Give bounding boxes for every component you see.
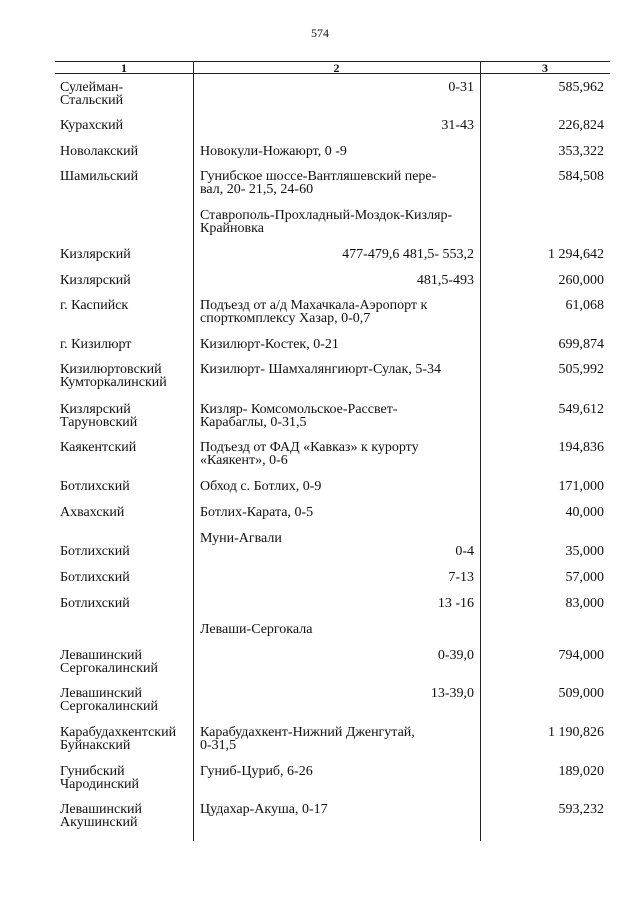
road-cell: Гуниб-Цуриб, 6-26: [200, 764, 313, 779]
road-cell: Подъезд от ФАД «Кавказ» к курорту «Каякент», 0-6: [200, 440, 419, 468]
road-cell: Новокули-Ножаюрт, 0 -9: [200, 144, 347, 159]
value-cell: 593,232: [558, 802, 604, 817]
road-range-cell: 0-4: [455, 544, 474, 559]
value-cell: 1 294,642: [548, 247, 604, 262]
value-cell: 549,612: [558, 402, 604, 417]
district-cell: Ботлихский: [60, 479, 130, 494]
district-cell: г. Каспийск: [60, 298, 129, 313]
value-cell: 194,836: [558, 440, 604, 455]
column-header-2: 2: [333, 61, 340, 75]
road-cell: Подъезд от а/д Махачкала-Аэропорт к спорткомплексу Хазар, 0-0,7: [200, 298, 428, 326]
district-cell: Кизлярский Таруновский: [60, 402, 138, 430]
district-cell: Каякентский: [60, 440, 137, 455]
value-cell: 585,962: [558, 80, 604, 95]
road-cell: Цудахар-Акуша, 0-17: [200, 802, 328, 817]
district-cell: Кизлярский: [60, 247, 131, 262]
district-cell: Гунибский Чародинский: [60, 764, 140, 792]
district-cell: Шамильский: [60, 169, 139, 184]
value-cell: 1 190,826: [548, 725, 604, 740]
district-cell: Ботлихский: [60, 570, 130, 585]
district-cell: Карабудахкентский Буйнакский: [60, 725, 177, 753]
road-range-cell: 13 -16: [437, 596, 474, 611]
road-cell: Леваши-Сергокала: [200, 622, 313, 637]
value-cell: 794,000: [558, 648, 604, 663]
value-cell: 171,000: [558, 479, 604, 494]
district-cell: Левашинский Сергокалинский: [60, 648, 159, 676]
road-range-cell: 0-39,0: [437, 648, 474, 663]
road-cell: Карабудахкент-Нижний Дженгутай, 0-31,5: [200, 725, 415, 753]
district-cell: г. Кизилюрт: [60, 337, 132, 352]
value-cell: 509,000: [558, 686, 604, 701]
value-cell: 57,000: [565, 570, 604, 585]
road-cell: Обход с. Ботлих, 0-9: [200, 479, 322, 494]
district-cell: Новолакский: [60, 144, 139, 159]
value-cell: 505,992: [558, 362, 604, 377]
road-cell: Кизилюрт-Костек, 0-21: [200, 337, 339, 352]
road-range-cell: 7-13: [448, 570, 474, 585]
value-cell: 699,874: [558, 337, 604, 352]
road-range-cell: 477-479,6 481,5- 553,2: [342, 247, 474, 262]
road-range-cell: 31-43: [441, 118, 474, 133]
value-cell: 61,068: [565, 298, 604, 313]
district-cell: Левашинский Акушинский: [60, 802, 143, 830]
value-cell: 189,020: [558, 764, 604, 779]
district-cell: Курахский: [60, 118, 124, 133]
column-divider-1: [193, 61, 194, 841]
road-cell: Ставрополь-Прохладный-Моздок-Кизляр- Крайновка: [200, 208, 453, 236]
value-cell: 260,000: [558, 273, 604, 288]
road-range-cell: 0-31: [448, 80, 474, 95]
road-cell: Ботлих-Карата, 0-5: [200, 505, 314, 520]
road-cell: Кизилюрт- Шамхалянгиюрт-Сулак, 5-34: [200, 362, 441, 377]
road-range-cell: 13-39,0: [430, 686, 474, 701]
value-cell: 83,000: [565, 596, 604, 611]
road-cell: Гунибское шоссе-Вантляшевский пере- вал, 20- 21,5, 24-60: [200, 169, 437, 197]
road-range-cell: 481,5-493: [416, 273, 474, 288]
district-cell: Левашинский Сергокалинский: [60, 686, 159, 714]
value-cell: 40,000: [565, 505, 604, 520]
district-cell: Кизилюртовский Кумторкалинский: [60, 362, 167, 390]
district-cell: Ботлихский: [60, 596, 130, 611]
value-cell: 353,322: [558, 144, 604, 159]
value-cell: 584,508: [558, 169, 604, 184]
column-header-3: 3: [542, 61, 548, 75]
road-cell: Кизляр- Комсомольское-Рассвет- Карабаглы, 0-31,5: [200, 402, 398, 430]
value-cell: 226,824: [558, 118, 604, 133]
district-cell: Кизлярский: [60, 273, 131, 288]
road-cell: Муни-Агвали: [200, 531, 282, 546]
district-cell: Ахвахский: [60, 505, 125, 520]
district-cell: Ботлихский: [60, 544, 130, 559]
column-divider-2: [480, 61, 481, 841]
district-cell: Сулейман- Стальский: [60, 80, 124, 108]
column-header-1: 1: [121, 61, 127, 75]
page-number: 574: [311, 26, 329, 40]
value-cell: 35,000: [565, 544, 604, 559]
